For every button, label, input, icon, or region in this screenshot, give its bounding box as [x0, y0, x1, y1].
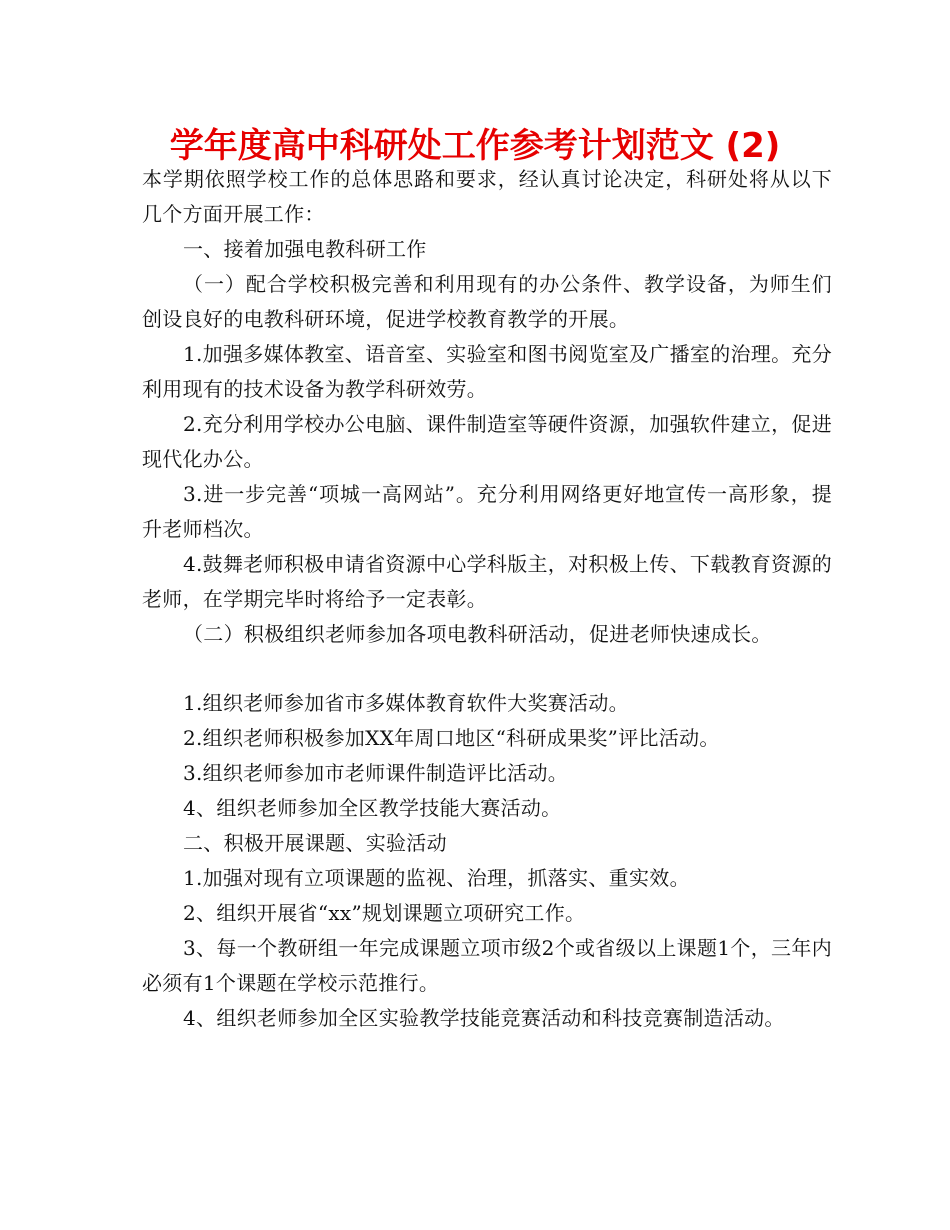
paragraph-item: 2.充分利用学校办公电脑、课件制造室等硬件资源，加强软件建立，促进现代化办公。 [142, 412, 832, 471]
paragraph-item: 4、组织老师参加全区教学技能大赛活动。 [183, 796, 562, 820]
subsection-heading-2: （二）积极组织老师参加各项电教科研活动，促进老师快速成长。 [183, 622, 772, 646]
paragraph-item: 1.加强多媒体教室、语音室、实验室和图书阅览室及广播室的治理。充分利用现有的技术设备为教学科研效劳。 [142, 342, 832, 401]
document-body [142, 162, 832, 1036]
paragraph-item: 1.组织老师参加省市多媒体教育软件大奖赛活动。 [183, 691, 629, 715]
paragraph-intro: 本学期依照学校工作的总体思路和要求，经认真讨论决定，科研处将从以下几个方面开展工作： [142, 167, 832, 226]
paragraph-item: 1.加强对现有立项课题的监视、治理，抓落实、重实效。 [183, 866, 690, 890]
paragraph-item: 2.组织老师积极参加XX年周口地区“科研成果奖”评比活动。 [183, 726, 720, 750]
paragraph-item: 3、每一个教研组一年完成课题立项市级2个或省级以上课题1个，三年内必须有1个课题在学校示范推行。 [142, 936, 832, 995]
paragraph-item: 4、组织老师参加全区实验教学技能竞赛活动和科技竞赛制造活动。 [183, 1006, 785, 1030]
paragraph-item: 3.组织老师参加市老师课件制造评比活动。 [183, 761, 569, 785]
section-heading-2: 二、积极开展课题、实验活动 [183, 831, 447, 855]
section-heading-1: 一、接着加强电教科研工作 [183, 237, 427, 261]
paragraph-item: 4.鼓舞老师积极申请省资源中心学科版主，对积极上传、下载教育资源的老师，在学期完毕时将给予一定表彰。 [142, 552, 832, 611]
subsection-heading-1: （一）配合学校积极完善和利用现有的办公条件、教学设备，为师生们创设良好的电教科研环境，促进学校教育教学的开展。 [142, 272, 832, 331]
paragraph-item: 2、组织开展省“xx”规划课题立项研究工作。 [183, 901, 586, 925]
paragraph-item: 3.进一步完善“项城一高网站”。充分利用网络更好地宣传一高形象，提升老师档次。 [142, 482, 832, 541]
document-title: 学年度高中科研处工作参考计划范文 (2) [169, 126, 781, 166]
